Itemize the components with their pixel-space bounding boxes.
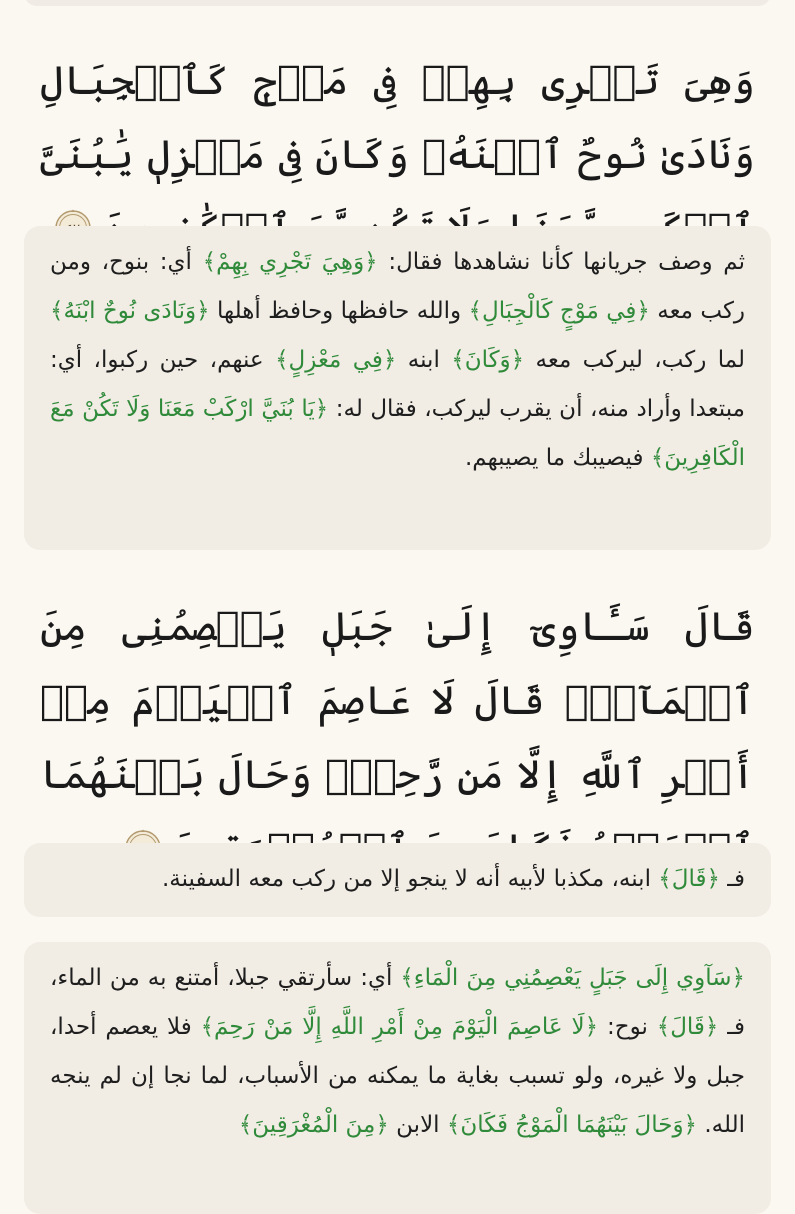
tafsir-card-43a: [24, 843, 771, 917]
tafsir-text: فـ: [719, 866, 745, 892]
tafsir-text: نوح:: [598, 1014, 657, 1040]
quran-quote: ﴿مِنَ الْمُغْرَقِينَ﴾: [238, 1112, 389, 1138]
tafsir-text: ابنه: [396, 347, 452, 373]
tafsir-text: ثم وصف جريانها كأنا نشاهدها فقال:: [377, 249, 746, 275]
tafsir-card-43b: [24, 942, 771, 1214]
tafsir-text: ابنه، مكذبا لأبيه أنه لا ينجو إلا من ركب معه السفينة.: [161, 866, 659, 892]
tafsir-text: والله حافظها وحافظ أهلها: [209, 298, 469, 324]
quran-quote: ﴿وَحَالَ بَيْنَهُمَا الْمَوْجُ فَكَانَ﴾: [446, 1112, 698, 1138]
quran-quote: ﴿قَالَ﴾: [658, 866, 720, 892]
quran-quote: ﴿وَنَادَى نُوحٌ ابْنَهُ﴾: [50, 298, 210, 324]
tafsir-text: الابن: [388, 1112, 447, 1138]
tafsir-text: لما ركب، ليركب معه: [524, 347, 746, 373]
verse-42-text: وَهِىَ تَجۡرِى بِهِمۡ فِى مَوۡجٖ كَٱلۡجِبَالِ وَنَادَىٰ نُوحٌ ٱبۡنَهُۥ وَكَانَ فِى مَعۡزِلٖ يَٰبُنَىَّ: [40, 58, 755, 178]
tafsir-text: أي: سأرتقي جبلا، أمتنع به من الماء، فـ: [50, 965, 745, 1040]
quran-quote: ﴿يَا بُنَيَّ ارْكَبْ مَعَنَا وَلَا تَكُنْ مَعَ الْكَافِرِينَ﴾: [50, 396, 745, 471]
quran-quote: ﴿قَالَ﴾: [656, 1014, 719, 1040]
tafsir-text: أي: بنوح، ومن ركب معه: [50, 249, 746, 324]
quran-quote: ﴿فِي مَعْزِلٍ﴾: [275, 347, 397, 373]
tafsir-text: فيصيبك ما يصيبهم.: [464, 445, 651, 471]
tafsir-card-42: [24, 226, 771, 550]
tafsir-text: عنهم، حين ركبوا، أي: مبتعدا وأراد منه، أن يقرب ليركب، فقال له:: [50, 347, 745, 422]
verse-43-text: قَالَ سَـَٔاوِىٓ إِلَىٰ جَبَلٖ يَعۡصِمُنِى مِنَ ٱلۡمَآءِۚ قَالَ لَا عَاصِمَ ٱلۡيَوۡمَ مِنۡ أَمۡرِ ٱللَّهِ إِلَّا مَن رَّحِمَۚ وَحَالَ بَيۡنَهُمَا: [40, 604, 755, 798]
quran-quote: ﴿وَهِيَ تَجْرِي بِهِمْ﴾: [202, 249, 378, 275]
quran-quote: ﴿لَا عَاصِمَ الْيَوْمَ مِنْ أَمْرِ اللَّهِ إِلَّا مَنْ رَحِمَ﴾: [200, 1014, 599, 1040]
previous-tafsir-card: [24, 0, 771, 6]
verse-43: [40, 590, 755, 886]
quran-quote: ﴿سَآوِي إِلَى جَبَلٍ يَعْصِمُنِي مِنَ الْمَاءِ﴾: [400, 965, 745, 991]
quran-quote: ﴿وَكَانَ﴾: [451, 347, 525, 373]
quran-quote: ﴿فِي مَوْجٍ كَالْجِبَالِ﴾: [468, 298, 650, 324]
tafsir-text: فلا يعصم أحدا، جبل ولا غيره، ولو تسبب بغاية ما يمكنه من الأسباب، لما نجا إن لم ينجه الله.: [50, 1014, 745, 1138]
